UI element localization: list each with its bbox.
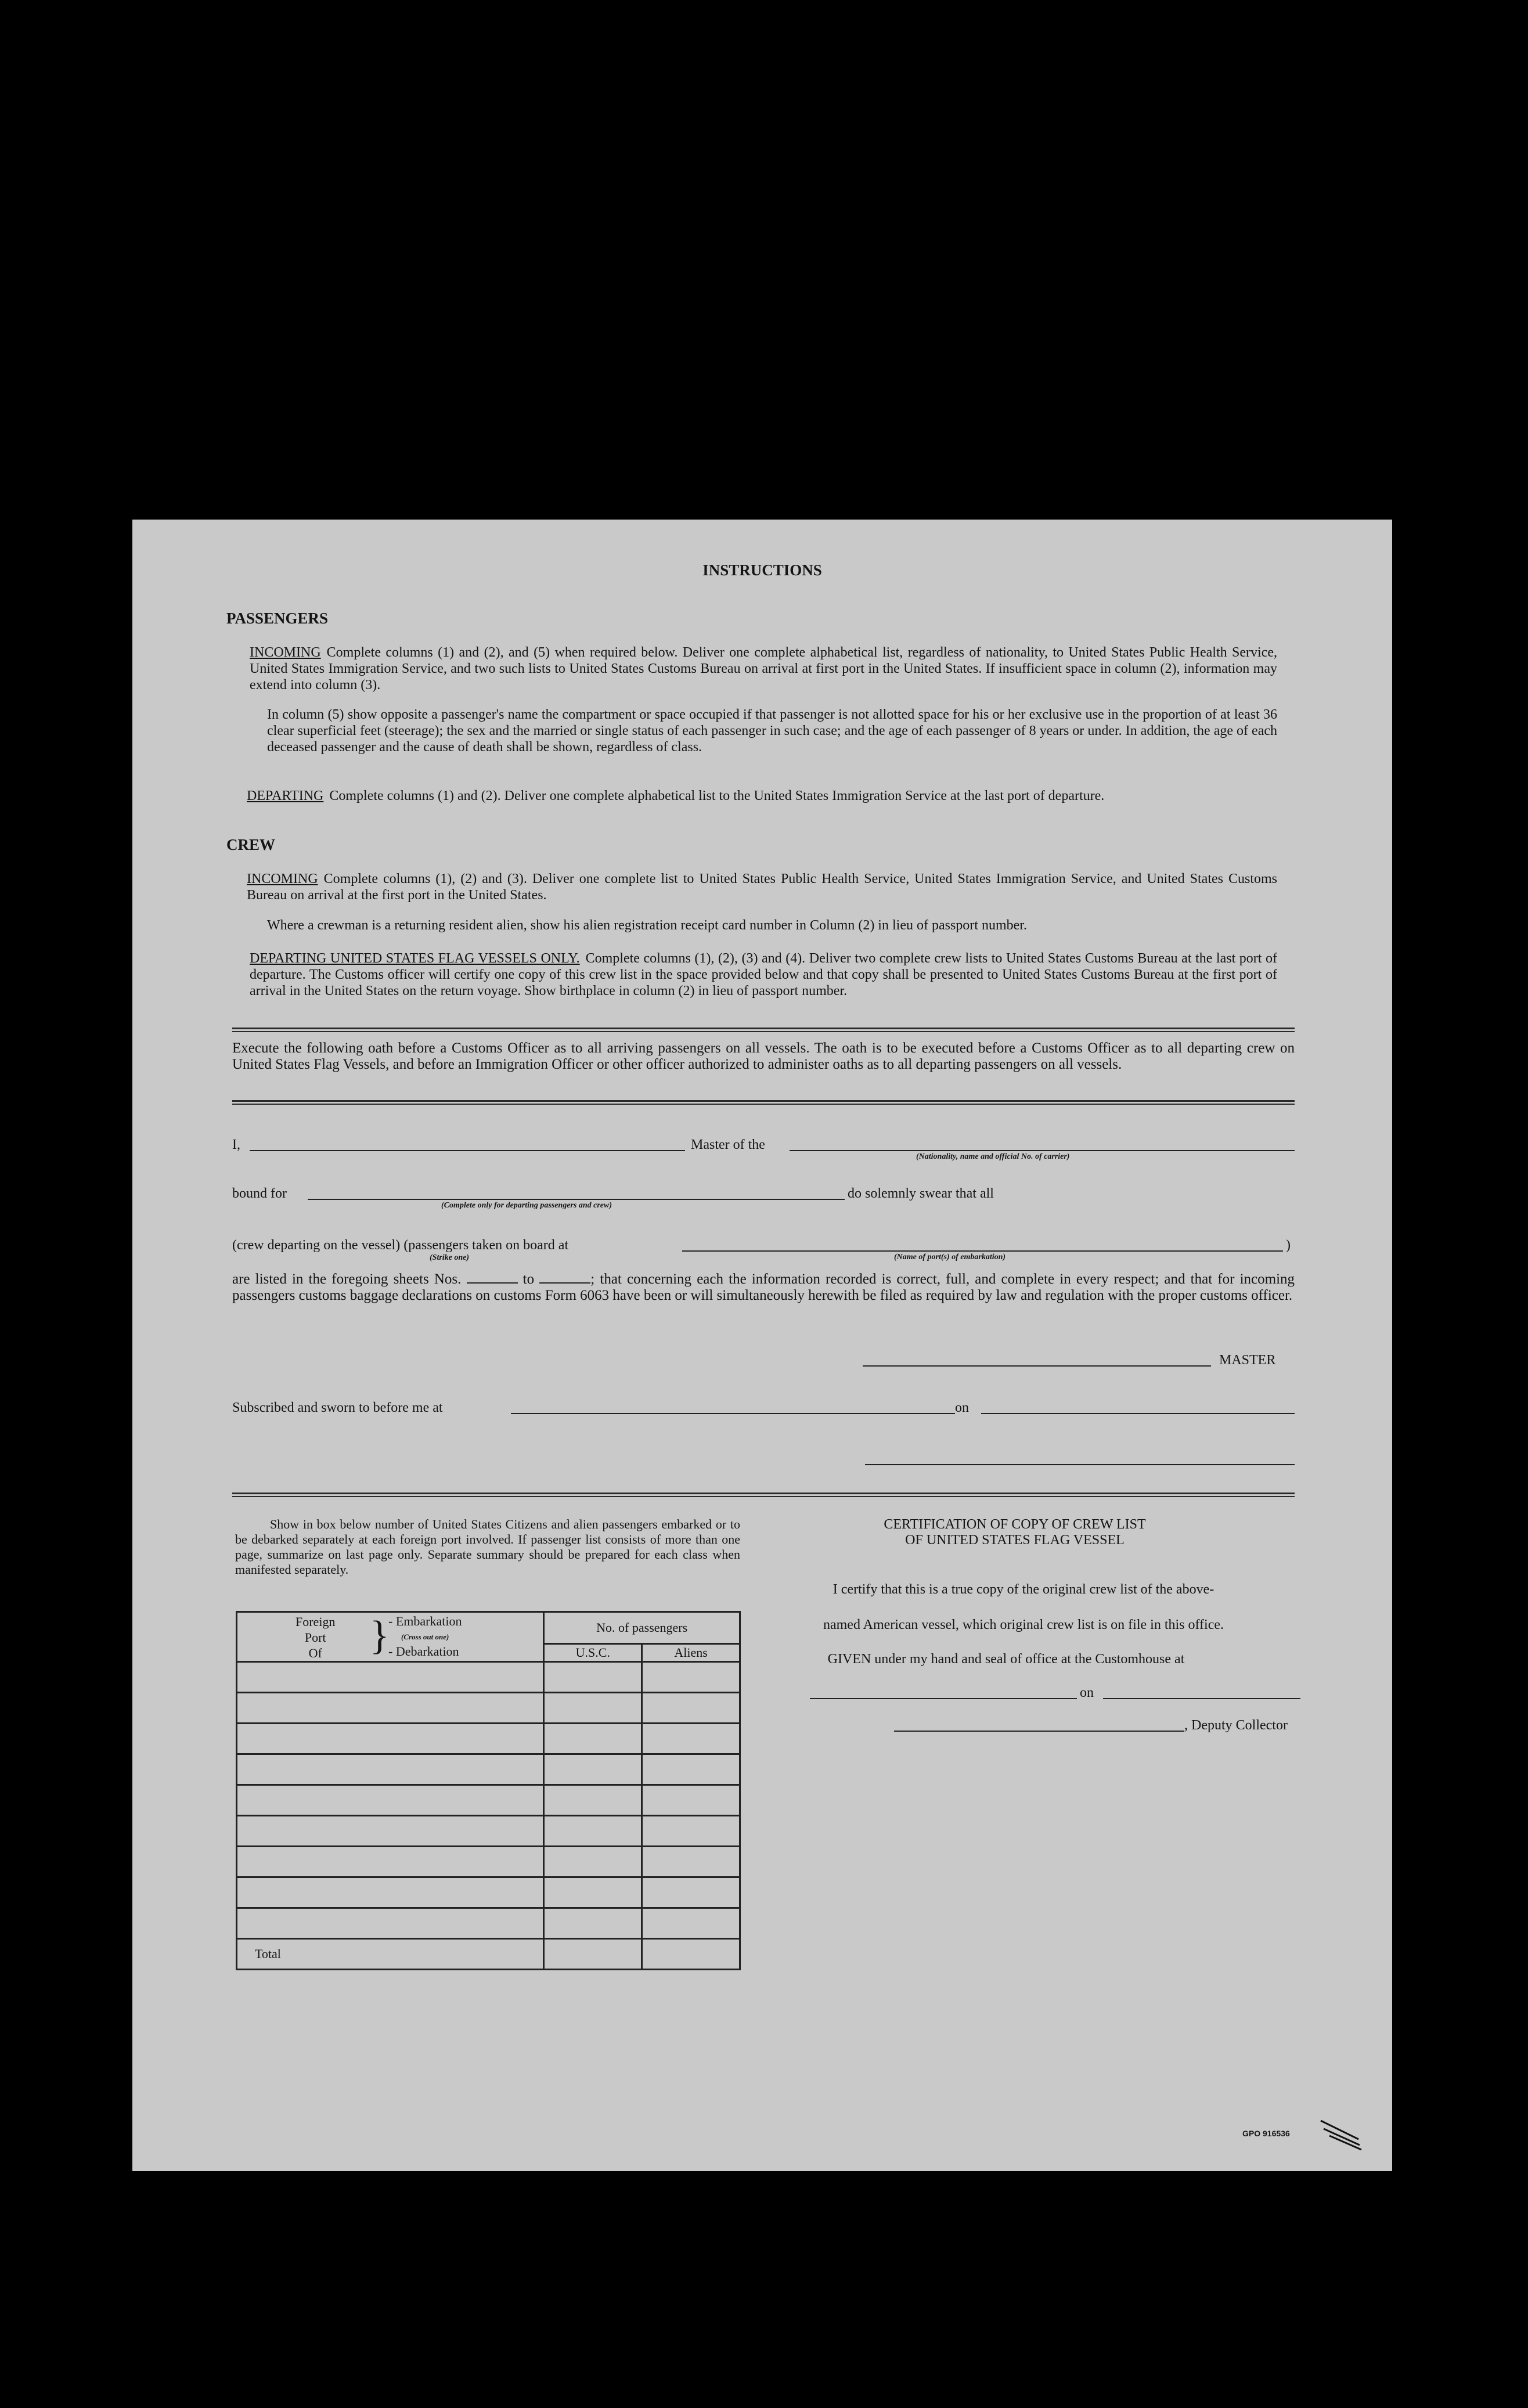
foreign-label: Foreign bbox=[295, 1614, 336, 1629]
passenger-summary-table bbox=[236, 1611, 741, 1970]
certification-line-2: named American vessel, which original crew list is on file in this office. bbox=[823, 1617, 1224, 1632]
crew-incoming-text: Complete columns (1), (2) and (3). Deliver one complete list to United States Public Health Service, United States Immigration Service, and United States Customs Bureau on arrival at the first port in the United States. bbox=[247, 871, 1277, 903]
bound-caption: (Complete only for departing passengers and crew) bbox=[441, 1201, 612, 1210]
crew-passengers-label: (crew departing on the vessel) (passengers taken on board at bbox=[232, 1238, 569, 1253]
divider bbox=[232, 1104, 1295, 1105]
swear-label: do solemnly swear that all bbox=[848, 1186, 994, 1201]
port-cell[interactable] bbox=[237, 1816, 544, 1847]
table-total-row bbox=[237, 1939, 740, 1970]
sheets-text: ; that concerning each the information recorded is correct, full, and complete in every respect; and that for incoming passengers customs baggage declarations on customs Form 6063 have been or will simultaneously herewith be filed as required by law and regulation with the proper customs officer. bbox=[232, 1271, 1295, 1303]
passengers-incoming-lead: INCOMING bbox=[250, 645, 321, 660]
passengers-departing-lead: DEPARTING bbox=[247, 788, 324, 803]
crew-resident-paragraph: Where a crewman is a returning resident alien, show his alien registration receipt card number in Column (2) in lieu of passport number. bbox=[267, 918, 1027, 933]
divider bbox=[232, 1031, 1295, 1032]
passengers-departing-text: Complete columns (1) and (2). Deliver one complete alphabetical list to the United States Immigration Service at the last port of departure. bbox=[329, 788, 1105, 803]
table-header-row bbox=[237, 1612, 740, 1644]
certification-line-1: I certify that this is a true copy of the original crew list of the above- bbox=[833, 1582, 1215, 1597]
crew-incoming-paragraph bbox=[247, 871, 1277, 903]
crew-departing-lead: DEPARTING UNITED STATES FLAG VESSELS ONLY. bbox=[250, 951, 580, 966]
aliens-cell[interactable] bbox=[642, 1908, 740, 1939]
debarkation-label[interactable]: - Debarkation bbox=[388, 1644, 459, 1659]
table-row bbox=[237, 1724, 740, 1754]
corner-marks-icon bbox=[1318, 2116, 1364, 2151]
divider bbox=[232, 1496, 1295, 1497]
aliens-cell[interactable] bbox=[642, 1816, 740, 1847]
table-row bbox=[237, 1785, 740, 1816]
passengers-heading: PASSENGERS bbox=[226, 610, 329, 627]
usc-cell[interactable] bbox=[544, 1847, 642, 1877]
port-cell[interactable] bbox=[237, 1877, 544, 1908]
aliens-cell[interactable] bbox=[642, 1693, 740, 1724]
document-page bbox=[132, 520, 1392, 2171]
usc-total-cell[interactable] bbox=[544, 1939, 642, 1970]
instructions-title: INSTRUCTIONS bbox=[702, 561, 822, 579]
embarkation-label[interactable]: - Embarkation bbox=[388, 1614, 462, 1628]
sheets-prefix: are listed in the foregoing sheets Nos. bbox=[232, 1271, 462, 1287]
port-cell[interactable] bbox=[237, 1724, 544, 1754]
of-label: Of bbox=[308, 1646, 322, 1660]
usc-cell[interactable] bbox=[544, 1693, 642, 1724]
passengers-incoming-text: Complete columns (1) and (2), and (5) when required below. Deliver one complete alphabetical list, regardless of nationality, to United States Public Health Service, United States Immigration Service, and two such lists to United States Customs Bureau on arrival at first port in the United States. If insufficient space in column (2), information may extend into column (3). bbox=[250, 645, 1277, 693]
oath-intro: Execute the following oath before a Customs Officer as to all arriving passengers on all vessels. The oath is to be executed before a Customs Officer as to all departing crew on United States Flag Vessels, and before an Immigration Officer or other officer authorized to administer oaths as to all departing passengers on all vessels. bbox=[232, 1040, 1295, 1072]
embarkation-port-field[interactable] bbox=[682, 1250, 1283, 1252]
close-paren: ) bbox=[1286, 1238, 1291, 1253]
passengers-departing-paragraph bbox=[247, 788, 1277, 804]
table-row bbox=[237, 1847, 740, 1877]
table-row bbox=[237, 1662, 740, 1693]
divider bbox=[232, 1028, 1295, 1029]
usc-header: U.S.C. bbox=[544, 1644, 642, 1662]
passengers-column5-paragraph: In column (5) show opposite a passenger's name the compartment or space occupied if that passenger is not allotted space for his or her exclusive use in the proportion of at least 36 clear superficial feet (steerage); the sex and the married or single status of each passenger in such case; and the age of each passenger of 8 years or under. In addition, the age of each deceased passenger and the cause of death shall be shown, regardless of class. bbox=[267, 707, 1277, 755]
summary-instructions: Show in box below number of United States Citizens and alien passengers embarked or to be debarked separately at each foreign port involved. If passenger list consists of more than one page, summarize on last page only. Separate summary should be prepared for each class when manifested separately. bbox=[235, 1517, 740, 1577]
divider bbox=[232, 1493, 1295, 1494]
aliens-cell[interactable] bbox=[642, 1847, 740, 1877]
usc-cell[interactable] bbox=[544, 1877, 642, 1908]
deputy-collector-label: , Deputy Collector bbox=[1184, 1718, 1288, 1733]
usc-cell[interactable] bbox=[544, 1908, 642, 1939]
aliens-cell[interactable] bbox=[642, 1754, 740, 1785]
customhouse-field[interactable] bbox=[810, 1698, 1077, 1699]
foreign-port-of-label bbox=[295, 1614, 335, 1661]
aliens-cell[interactable] bbox=[642, 1662, 740, 1693]
crew-heading: CREW bbox=[226, 836, 276, 853]
strike-caption: (Strike one) bbox=[430, 1253, 470, 1262]
subscribed-on-label: on bbox=[955, 1400, 969, 1415]
aliens-cell[interactable] bbox=[642, 1877, 740, 1908]
port-cell[interactable] bbox=[237, 1754, 544, 1785]
port-cell[interactable] bbox=[237, 1908, 544, 1939]
subscribed-label: Subscribed and sworn to before me at bbox=[232, 1400, 443, 1415]
port-cell[interactable] bbox=[237, 1693, 544, 1724]
no-passengers-header: No. of passengers bbox=[544, 1612, 740, 1644]
table-row bbox=[237, 1908, 740, 1939]
table-row bbox=[237, 1693, 740, 1724]
passengers-incoming-paragraph bbox=[250, 644, 1277, 693]
cross-out-caption: (Cross out one) bbox=[401, 1632, 449, 1641]
divider bbox=[232, 1100, 1295, 1102]
master-of-label: Master of the bbox=[691, 1137, 765, 1152]
aliens-cell[interactable] bbox=[642, 1724, 740, 1754]
crew-departing-paragraph bbox=[250, 950, 1277, 999]
port-cell[interactable] bbox=[237, 1662, 544, 1693]
total-label: Total bbox=[237, 1939, 544, 1970]
officer-signature-field[interactable] bbox=[865, 1464, 1295, 1465]
certification-line-3: GIVEN under my hand and seal of office at the Customhouse at bbox=[827, 1652, 1185, 1667]
table-row bbox=[237, 1754, 740, 1785]
port-label: Port bbox=[304, 1630, 326, 1645]
bound-for-field[interactable] bbox=[308, 1199, 845, 1200]
certification-date-field[interactable] bbox=[1103, 1698, 1300, 1699]
carrier-caption: (Nationality, name and official No. of carrier) bbox=[916, 1152, 1070, 1161]
oath-i-label: I, bbox=[232, 1137, 240, 1152]
port-header-cell bbox=[237, 1612, 544, 1662]
crew-incoming-lead: INCOMING bbox=[247, 871, 318, 886]
certification-on-label: on bbox=[1080, 1685, 1094, 1700]
gpo-code: GPO 916536 bbox=[1242, 2129, 1290, 2138]
subscribed-date-field[interactable] bbox=[981, 1413, 1295, 1414]
master-signature-field[interactable] bbox=[863, 1365, 1211, 1367]
deputy-collector-signature-field[interactable] bbox=[894, 1731, 1184, 1732]
carrier-field[interactable] bbox=[790, 1150, 1295, 1151]
sheets-to: to bbox=[522, 1271, 535, 1287]
usc-cell[interactable] bbox=[544, 1754, 642, 1785]
brace-glyph: } bbox=[370, 1613, 390, 1658]
usc-cell[interactable] bbox=[544, 1785, 642, 1816]
master-label: MASTER bbox=[1219, 1353, 1276, 1368]
usc-cell[interactable] bbox=[544, 1662, 642, 1693]
aliens-total-cell[interactable] bbox=[642, 1939, 740, 1970]
aliens-cell[interactable] bbox=[642, 1785, 740, 1816]
usc-cell[interactable] bbox=[544, 1724, 642, 1754]
oath-sheets-paragraph bbox=[232, 1271, 1295, 1304]
usc-cell[interactable] bbox=[544, 1816, 642, 1847]
bound-for-label: bound for bbox=[232, 1186, 287, 1201]
sheet-from-field[interactable] bbox=[467, 1282, 518, 1284]
table-row bbox=[237, 1877, 740, 1908]
port-cell[interactable] bbox=[237, 1785, 544, 1816]
subscribed-place-field[interactable] bbox=[511, 1413, 955, 1414]
sheet-to-field[interactable] bbox=[539, 1282, 590, 1284]
certification-title-2: OF UNITED STATES FLAG VESSEL bbox=[905, 1533, 1125, 1548]
master-name-field[interactable] bbox=[250, 1150, 685, 1151]
port-cell[interactable] bbox=[237, 1847, 544, 1877]
port-caption: (Name of port(s) of embarkation) bbox=[894, 1253, 1006, 1261]
aliens-header: Aliens bbox=[642, 1644, 740, 1662]
certification-title-1: CERTIFICATION OF COPY OF CREW LIST bbox=[884, 1517, 1146, 1532]
table-row bbox=[237, 1816, 740, 1847]
crew-departing-text: Complete columns (1), (2), (3) and (4). Deliver two complete crew lists to United States Customs Bureau at the last port of departure. The Customs officer will certify one copy of this crew list in the space provided below and that copy shall be presented to United States Customs Bureau at the first port of arrival in the United States on the return voyage. Show birthplace in column (2) in lieu of passport number. bbox=[250, 951, 1277, 998]
